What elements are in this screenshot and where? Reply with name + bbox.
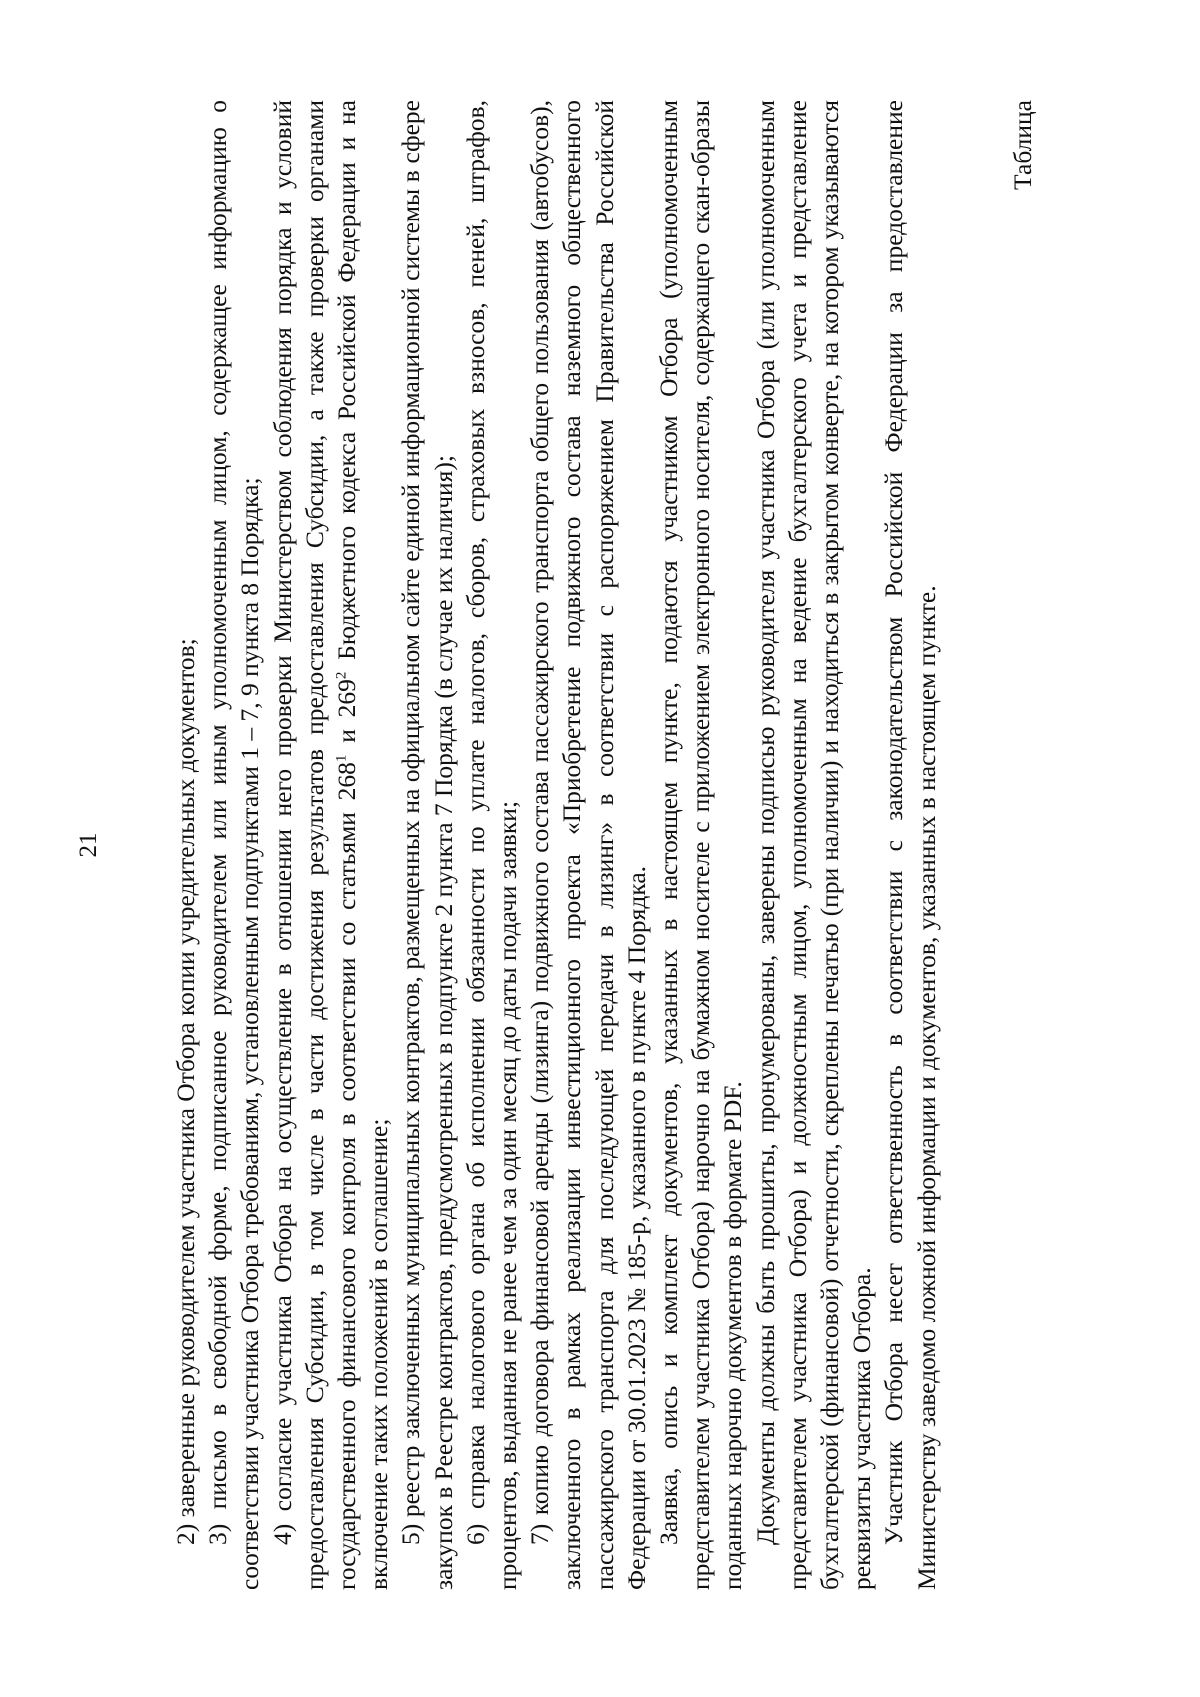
superscript-1: 1 [333,754,350,763]
paragraph-item-2: 2) заверенные руководителем участника Отбора копии учредительных документов; [171,638,200,1545]
paragraph-item-4-text-b: и 269 [332,679,362,755]
paragraph-item-7: 7) копию договора финансовой аренды (лизинга) подвижного состава пассажирского транспорта общего пользования (автобусов), заключенного в рамках реализации инвестиционного проекта «Приобретение подвижного состава наземного общественного пассажирского транспорта для последующей передачи в лизинг» в соответствии с распоряжением Правительства Российской Федерации от 30.01.2023 № 185-р, указанного в пункте 4 Порядка. [525,100,651,1590]
page-number: 21 [75,832,102,858]
paragraph-responsibility: Участник Отбора несет ответственность в соответствии с законодательством Российской Федерации за предоставление Министерству заведомо ложной информации и документов, указанных в настоящем пункте. [879,100,941,1590]
paragraph-item-4-text-c: Бюджетного кодекса Российской Федерации и на включение таких положений в соглашение; [332,100,394,1590]
document-body [170,100,943,1590]
paragraph-item-4-text: 4) согласие участника Отбора на осуществление в отношении него проверки Министерством соблюдения порядка и условий предоставления Субсидии, в том числе в части достижения результатов предоставления Субсидии, а также проверки органами государственного финансового контроля в соответствии со статьями 268 [267,100,362,1590]
superscript-2: 2 [333,671,350,680]
paragraph-item-6: 6) справка налогового органа об исполнении обязанности по уплате налогов, сборов, страховых взносов, пеней, штрафов, процентов, выданная не ранее чем за один месяц до даты подачи заявки; [460,100,523,1590]
paragraph-submission: Заявка, опись и комплект документов, указанных в настоящем пункте, подаются участником Отбора (уполномоченным представителем участника Отбора) нарочно на бумажном носителе с приложением электронного носителя, содержащего скан-образы поданных нарочно документов в формате PDF. [654,100,748,1590]
paragraph-item-3: 3) письмо в свободной форме, подписанное руководителем или иным уполномоченным лицом, содержащее информацию о соответствии участника Отбора требованиям, установленным подпунктами 1 – 7, 9 пункта 8 Порядка; [203,100,265,1590]
table-caption: Таблица [1008,100,1037,190]
paragraph-documents: Документы должны быть прошиты, пронумерованы, заверены подписью руководителя участника Отбора (или уполномоченным представителем участника Отбора) и должностным лицом, уполномоченным на ведение бухгалтерского учета и представление бухгалтерской (финансовой) отчетности, скреплены печатью (при наличии) и находиться в закрытом конверте, на котором указываются реквизиты участника Отбора. [750,100,877,1590]
paragraph-item-5: 5) реестр заключенных муниципальных контрактов, размещенных на официальном сайте единой информационной системы в сфере закупок в Реестре контрактов, предусмотренных в подпункте 2 пункта 7 Порядка (в случае их наличия); [396,100,458,1590]
paragraph-item-4 [267,100,396,1590]
rotated-page-content [75,100,1070,1590]
